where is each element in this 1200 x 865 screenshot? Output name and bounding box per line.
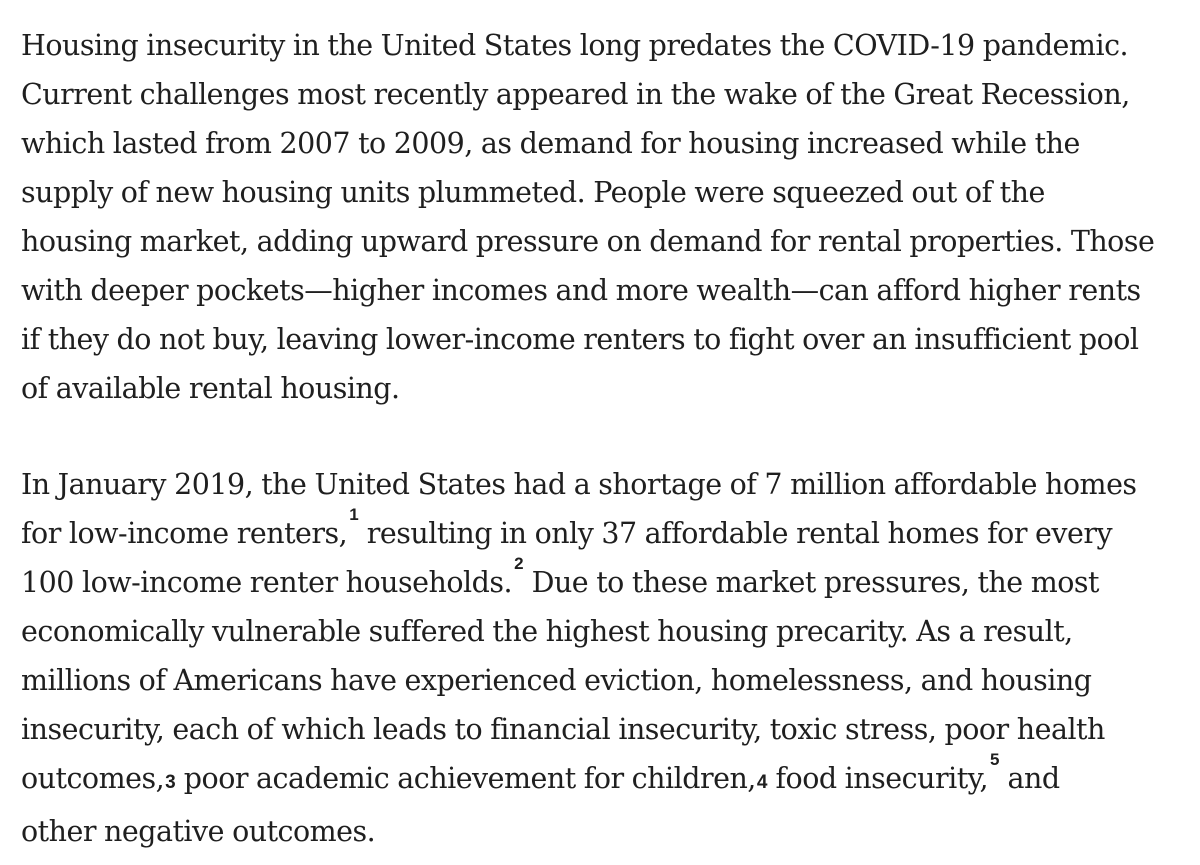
paragraph-1 (21, 21, 1191, 413)
text-line: millions of Americans have experienced eviction, homelessness, and housing (21, 664, 1092, 697)
text-line: with deeper pockets—higher incomes and more wealth—can afford higher rents (21, 274, 1141, 307)
text-line: In January 2019, the United States had a shortage of 7 million affordable homes (21, 468, 1137, 501)
text-line: if they do not buy, leaving lower-income renters to fight over an insufficient pool (21, 323, 1139, 356)
paragraph-2 (21, 460, 1191, 856)
text-segment: and (999, 762, 1060, 795)
text-line (21, 553, 1191, 607)
footnote-1-link[interactable]: 1 (349, 504, 359, 524)
text-line: other negative outcomes. (21, 815, 376, 848)
text-line (21, 504, 1191, 558)
text-line: of available rental housing. (21, 372, 400, 405)
text-line: which lasted from 2007 to 2009, as demand for housing increased while the (21, 127, 1080, 160)
text-segment: for low-income renters, (21, 517, 348, 550)
text-segment: poor academic achievement for children, (175, 762, 756, 795)
article-body (21, 21, 1191, 856)
text-line: insecurity, each of which leads to financial insecurity, toxic stress, poor health (21, 713, 1105, 746)
footnote-4-link[interactable]: 4 (756, 772, 768, 793)
text-segment: resulting in only 37 affordable rental homes for every (358, 517, 1113, 550)
text-segment: outcomes, (21, 762, 165, 795)
text-segment: 100 low-income renter households. (21, 566, 513, 599)
footnote-5-link[interactable]: 5 (990, 749, 1000, 769)
text-line: economically vulnerable suffered the highest housing precarity. As a result, (21, 615, 1073, 648)
footnote-3-link[interactable]: 3 (165, 772, 176, 793)
text-line (21, 749, 1191, 807)
text-segment: food insecurity, (767, 762, 989, 795)
text-line: supply of new housing units plummeted. People were squeezed out of the (21, 176, 1045, 209)
text-segment: Due to these market pressures, the most (523, 566, 1099, 599)
footnote-2-link[interactable]: 2 (514, 553, 524, 573)
text-line: Current challenges most recently appeared in the wake of the Great Recession, (21, 78, 1130, 111)
text-line: housing market, adding upward pressure on demand for rental properties. Those (21, 225, 1155, 258)
text-line: Housing insecurity in the United States long predates the COVID-19 pandemic. (21, 29, 1129, 62)
